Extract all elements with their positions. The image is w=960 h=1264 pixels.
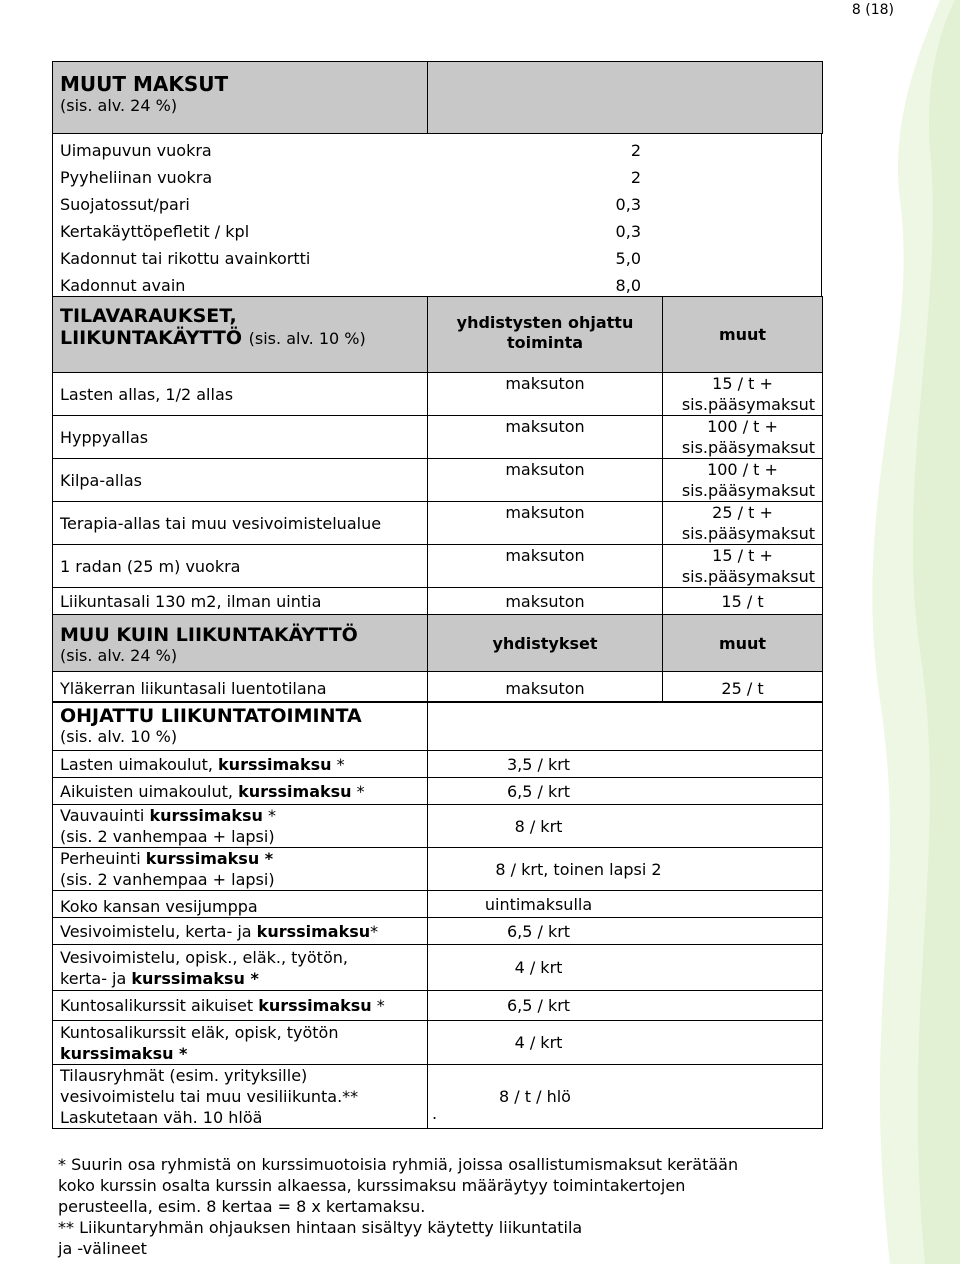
muu-kuin-yhd: maksuton — [428, 672, 663, 702]
ohjattu-bold: kurssimaksu — [149, 806, 263, 825]
ohjattu-bold: kurssimaksu — [256, 921, 371, 941]
tila-muut — [663, 416, 823, 459]
price-tables — [52, 61, 822, 1129]
footnote-line: ja -välineet — [58, 1239, 147, 1258]
ohjattu-label — [53, 918, 428, 945]
muu-kuin-label: Yläkerran liikuntasali luentotilana — [53, 672, 428, 702]
muut-row-label: Suojatossut/pari — [60, 195, 190, 214]
ohjattu-text-2: (sis. 2 vanhempaa + lapsi) — [60, 827, 275, 846]
ohjattu-price: 3,5 / krt — [428, 751, 823, 778]
ohjattu-table — [52, 702, 823, 1129]
ohjattu-text: Tilausryhmät (esim. yrityksille) — [60, 1066, 308, 1085]
ohjattu-title: OHJATTU LIIKUNTATOIMINTA — [60, 705, 362, 727]
ohjattu-price: 8 / krt, toinen lapsi 2 — [428, 848, 823, 891]
ohjattu-text: Vesivoimistelu, opisk., eläk., työtön, — [60, 947, 348, 967]
tila-label: Kilpa-allas — [53, 459, 428, 502]
ohjattu-label — [53, 805, 428, 848]
tila-yhd: maksuton — [428, 416, 663, 459]
ohjattu-label — [53, 1065, 428, 1129]
page-number: 8 (18) — [851, 2, 894, 18]
tila-muut-note: sis.pääsymaksut — [681, 524, 815, 543]
ohjattu-label — [53, 991, 428, 1021]
muut-row-value: 2 — [630, 141, 641, 160]
muu-kuin-vat: (sis. alv. 24 %) — [60, 646, 178, 665]
tilavaraukset-table — [52, 296, 823, 702]
tilavaraukset-title: TILAVARAUKSET, — [60, 305, 237, 327]
col-header-yhdistykset: yhdistykset — [428, 615, 663, 672]
muu-kuin-header — [53, 615, 428, 672]
tila-label: Terapia-allas tai muu vesivoimistelualue — [53, 502, 428, 545]
ohjattu-price-cell — [428, 1065, 823, 1129]
leaf-decoration-graphic — [820, 0, 960, 1264]
ohjattu-text-3: Laskutetaan väh. 10 hlöä — [60, 1108, 263, 1127]
col-header-yhdistysten — [428, 297, 663, 373]
ohjattu-text-2: (sis. 2 vanhempaa + lapsi) — [60, 870, 275, 889]
tila-muut: 15 / t — [663, 588, 823, 615]
muut-maksut-vat: (sis. alv. 24 %) — [60, 96, 178, 115]
ohjattu-text: Vesivoimistelu, kerta- ja — [60, 921, 257, 941]
muut-maksut-header — [53, 62, 428, 134]
tila-muut-note: sis.pääsymaksut — [681, 395, 815, 414]
ohjattu-bold: kurssimaksu — [238, 781, 352, 801]
footnote-line: koko kurssin osalta kurssin alkaessa, kurssimaksu määräytyy toimintakertojen — [58, 1176, 686, 1195]
ohjattu-price: uintimaksulla — [428, 891, 823, 918]
footnote-line: ** Liikuntaryhmän ohjauksen hintaan sisältyy käytetty liikuntatila — [58, 1218, 583, 1237]
ohjattu-text: Vauvauinti — [60, 806, 150, 825]
col-header-muut: muut — [663, 297, 823, 373]
muut-maksut-header-empty — [428, 62, 823, 134]
tilavaraukset-title-2 — [60, 327, 420, 350]
ohjattu-label — [53, 751, 428, 778]
footnote-line: * Suurin osa ryhmistä on kurssimuotoisia ryhmiä, joissa osallistumismaksut kerätään — [58, 1155, 739, 1174]
muut-row-label: Uimapuvun vuokra — [60, 141, 212, 160]
tila-label: Lasten allas, 1/2 allas — [53, 373, 428, 416]
muut-row-value: 5,0 — [615, 249, 641, 268]
tilavaraukset-vat: (sis. alv. 10 %) — [248, 329, 366, 348]
ohjattu-text-2: kerta- ja — [60, 968, 132, 988]
ohjattu-text: Perheuinti — [60, 849, 146, 868]
ohjattu-label — [53, 778, 428, 805]
tila-muut-note: sis.pääsymaksut — [681, 567, 815, 586]
ohjattu-price: 6,5 / krt — [428, 778, 823, 805]
ohjattu-text: * — [371, 996, 385, 1015]
col-header-muut-2: muut — [663, 615, 823, 672]
ohjattu-bold: kurssimaksu * — [60, 1043, 188, 1063]
ohjattu-text: * — [351, 781, 365, 801]
tila-muut — [663, 502, 823, 545]
muut-maksut-title: MUUT MAKSUT — [60, 72, 229, 96]
tila-label: 1 radan (25 m) vuokra — [53, 545, 428, 588]
ohjattu-price: 4 / krt — [428, 1021, 823, 1065]
tilavaraukset-title-text: LIIKUNTAKÄYTTÖ — [60, 327, 243, 349]
ohjattu-price: 6,5 / krt — [428, 991, 823, 1021]
ohjattu-label — [53, 891, 428, 918]
muu-kuin-muut: 25 / t — [663, 672, 823, 702]
ohjattu-text: Lasten uimakoulut, — [60, 754, 219, 774]
ohjattu-header — [53, 703, 428, 751]
muut-maksut-list — [52, 134, 822, 296]
tila-muut-price: 100 / t + — [707, 460, 778, 479]
ohjattu-bold: kurssimaksu — [258, 996, 372, 1015]
ohjattu-text: Aikuisten uimakoulut, — [60, 781, 239, 801]
tila-muut-price: 15 / t + — [712, 546, 773, 565]
tila-label: Liikuntasali 130 m2, ilman uintia — [53, 588, 428, 615]
ohjattu-label — [53, 848, 428, 891]
tila-yhd: maksuton — [428, 459, 663, 502]
tila-muut-note: sis.pääsymaksut — [681, 438, 815, 457]
ohjattu-price: 4 / krt — [428, 945, 823, 991]
tila-yhd: maksuton — [428, 502, 663, 545]
ohjattu-label — [53, 945, 428, 991]
muut-row-value: 0,3 — [615, 222, 641, 241]
ohjattu-price: 8 / krt — [428, 805, 823, 848]
ohjattu-text: Kuntosalikurssit aikuiset — [60, 996, 259, 1015]
ohjattu-price: 6,5 / krt — [428, 918, 823, 945]
ohjattu-bold: kurssimaksu * — [145, 849, 274, 868]
tila-muut-note: sis.pääsymaksut — [681, 481, 815, 500]
muu-kuin-title: MUU KUIN LIIKUNTAKÄYTTÖ — [60, 624, 358, 646]
tila-muut — [663, 373, 823, 416]
ohjattu-text: * — [262, 806, 277, 825]
col-header-yhdistysten-1: yhdistysten ohjattu — [456, 313, 634, 332]
ohjattu-text: Kuntosalikurssit eläk, opisk, työtön — [60, 1022, 339, 1042]
muut-row-value: 0,3 — [615, 195, 641, 214]
tila-muut-price: 15 / t + — [712, 374, 773, 393]
muut-row-label: Kadonnut avain — [60, 276, 186, 295]
ohjattu-bold: kurssimaksu * — [131, 968, 259, 988]
ohjattu-header-empty — [428, 703, 823, 751]
ohjattu-price: 8 / t / hlö — [499, 1087, 571, 1106]
ohjattu-text: * — [370, 921, 379, 941]
muut-maksut-table — [52, 61, 823, 134]
muut-row-label: Pyyheliinan vuokra — [60, 168, 213, 187]
muut-row-value: 2 — [630, 168, 641, 187]
muut-row-label: Kertakäyttöpefletit / kpl — [60, 222, 250, 241]
tila-muut — [663, 459, 823, 502]
tila-yhd: maksuton — [428, 545, 663, 588]
tila-label: Hyppyallas — [53, 416, 428, 459]
col-header-yhdistysten-2: toiminta — [506, 333, 584, 352]
ohjattu-text: Koko kansan vesijumppa — [60, 897, 258, 916]
ohjattu-text: * — [331, 754, 345, 774]
muut-row-value: 8,0 — [615, 276, 641, 295]
ohjattu-bold: kurssimaksu — [218, 754, 332, 774]
tila-yhd: maksuton — [428, 588, 663, 615]
tila-muut — [663, 545, 823, 588]
ohjattu-text-2: vesivoimistelu tai muu vesiliikunta.** — [60, 1087, 359, 1106]
tilavaraukset-header — [53, 297, 428, 373]
muut-row-label: Kadonnut tai rikottu avainkortti — [60, 249, 311, 268]
footnotes — [58, 1154, 838, 1259]
ohjattu-label — [53, 1021, 428, 1065]
stray-dot: . — [432, 1104, 438, 1123]
tila-muut-price: 100 / t + — [707, 417, 778, 436]
tila-yhd: maksuton — [428, 373, 663, 416]
ohjattu-vat: (sis. alv. 10 %) — [60, 727, 178, 746]
footnote-line: perusteella, esim. 8 kertaa = 8 x kertamaksu. — [58, 1197, 426, 1216]
tila-muut-price: 25 / t + — [712, 503, 773, 522]
